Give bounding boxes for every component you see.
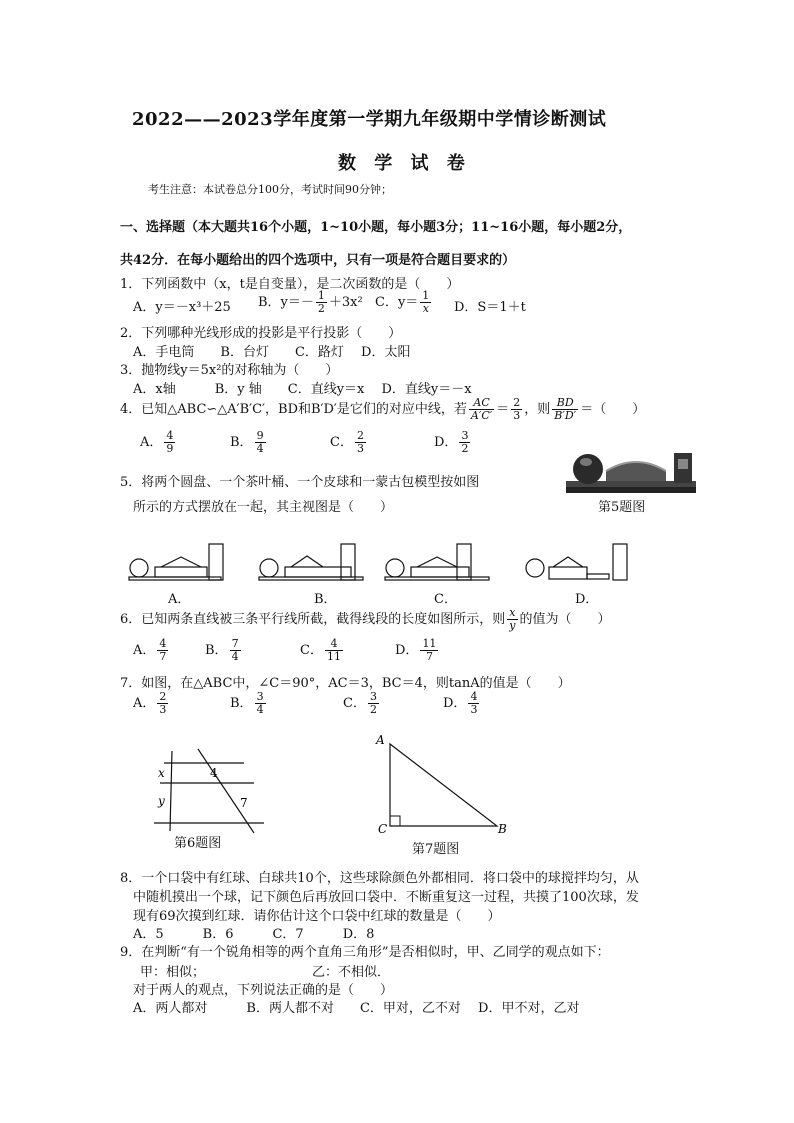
- q7-option-d: D． $\frac{4}{3}$: [443, 690, 478, 716]
- q7-figure: [370, 730, 520, 835]
- q1-option-c: C．y＝ $\frac{1}{x}$: [375, 289, 430, 315]
- q5-option-d-drawing: [526, 544, 627, 580]
- q1-stem: 1．下列函数中（x，t是自变量），是二次函数的是（ ）: [120, 277, 460, 292]
- q9-line3: 对于两人的观点，下列说法正确的是（ ）: [133, 983, 394, 998]
- q5-label-b: B．: [314, 592, 337, 607]
- q9-options: A．两人都对 B．两人都不对 C．甲对，乙不对 D．甲不对，乙对: [133, 1001, 580, 1016]
- q1-option-a: A．y＝－x³＋25: [133, 300, 231, 315]
- q6-figure: [150, 745, 270, 835]
- q3-options: A．x轴 B．y 轴 C．直线y＝x D．直线y＝－x: [133, 382, 472, 397]
- q7-fig-label-c: C: [378, 822, 388, 835]
- q8-options: A．5 B．6 C．7 D．8: [133, 927, 375, 942]
- exam-subtitle: 数 学 试 卷: [338, 153, 471, 174]
- q6-option-a: A． $\frac{4}{7}$: [133, 637, 167, 663]
- q4-option-b: B． $\frac{9}{4}$: [230, 429, 264, 455]
- q5-line2: 所示的方式摆放在一起，其主视图是（ ）: [133, 500, 394, 515]
- q4-option-a: A． $\frac{4}{9}$: [140, 429, 174, 455]
- q7-option-c: C． $\frac{3}{2}$: [343, 690, 377, 716]
- q5-photo-figure: [566, 447, 696, 495]
- q6-option-c: C． $\frac{4}{11}$: [300, 637, 341, 663]
- q5-option-a-drawing: [129, 544, 223, 580]
- q5-option-c-drawing: [385, 544, 489, 580]
- q6-fig-label-7: 7: [240, 796, 248, 810]
- q4-option-c: C． $\frac{2}{3}$: [330, 429, 364, 455]
- q2-options: A．手电筒 B．台灯 C．路灯 D．太阳: [133, 345, 411, 360]
- q7-option-a: A． $\frac{2}{3}$: [133, 690, 167, 716]
- q6-figure-caption: 第6题图: [174, 836, 222, 851]
- q9-line1: 9．在判断“有一个锐角相等的两个直角三角形”是否相似时，甲、乙同学的观点如下：: [120, 945, 610, 960]
- q6-option-b: B． $\frac{7}{4}$: [205, 637, 239, 663]
- section-heading-line1: 一、选择题（本大题共16个小题，1~10小题，每小题3分；11~16小题，每小题2分，: [120, 220, 632, 235]
- q5-label-a: A．: [168, 592, 191, 607]
- q1-option-b: B．y＝－ $\frac{1}{2}$ ＋3x²: [258, 289, 363, 315]
- exam-title: 2022——2023学年度第一学期九年级期中学情诊断测试: [132, 109, 607, 130]
- q5-label-d: D．: [575, 592, 599, 607]
- section-heading-line2: 共42分．在每小题给出的四个选项中，只有一项是符合题目要求的）: [120, 253, 516, 268]
- q6-fig-label-y: y: [158, 794, 165, 808]
- q7-figure-caption: 第7题图: [412, 842, 460, 857]
- q6-fig-label-4: 4: [210, 766, 218, 780]
- q5-option-b-drawing: [259, 544, 363, 580]
- q7-fig-label-b: B: [498, 822, 507, 835]
- q1-option-d: D．S＝1＋t: [454, 300, 526, 315]
- q2-stem: 2．下列哪种光线形成的投影是平行投影（ ）: [120, 326, 402, 341]
- q8-line1: 8．一个口袋中有红球、白球共10个，这些球除颜色外都相同．将口袋中的球搅拌均匀，从: [120, 871, 639, 886]
- q6-stem: 6．已知两条直线被三条平行线所截，截得线段的长度如图所示，则 $\frac{x}{y}$ 的值为（ ）: [120, 606, 611, 632]
- q5-line1: 5．将两个圆盘、一个茶叶桶、一个皮球和一蒙古包模型按如图: [120, 475, 480, 490]
- q4-option-d: D． $\frac{3}{2}$: [434, 429, 469, 455]
- q9-yi: 乙：不相似．: [312, 965, 391, 980]
- q8-line3: 现有69次摸到红球．请你估计这个口袋中红球的数量是（ ）: [133, 909, 501, 924]
- exam-notice: 考生注意：本试卷总分100分，考试时间90分钟；: [148, 183, 392, 196]
- q7-option-b: B． $\frac{3}{4}$: [230, 690, 264, 716]
- q4-stem: 4．已知△ABC∽△A′B′C′，BD和B′D′是它们的对应中线，若 $\frac{AC}{A'C'}$ ＝ $\frac{2}{3}$ ，则 $\frac{BD}{B'D'}$ ＝（ ）: [120, 396, 646, 422]
- q6-fig-label-x: x: [158, 766, 165, 780]
- q5-option-drawings: [125, 540, 645, 582]
- q7-fig-label-a: A: [376, 733, 385, 747]
- q8-line2: 中随机摸出一个球，记下颜色后再放回口袋中．不断重复这一过程，共摸了100次球，发: [133, 890, 639, 905]
- q5-label-c: C．: [434, 592, 457, 607]
- q9-jia: 甲：相似；: [140, 965, 206, 980]
- q7-stem: 7．如图，在△ABC中，∠C＝90°，AC＝3，BC＝4，则tanA的值是（ ）: [120, 676, 571, 691]
- q6-option-d: D． $\frac{11}{7}$: [395, 637, 437, 663]
- q3-stem: 3．抛物线y＝5x²的对称轴为（ ）: [120, 363, 339, 378]
- q5-figure-caption: 第5题图: [598, 500, 646, 515]
